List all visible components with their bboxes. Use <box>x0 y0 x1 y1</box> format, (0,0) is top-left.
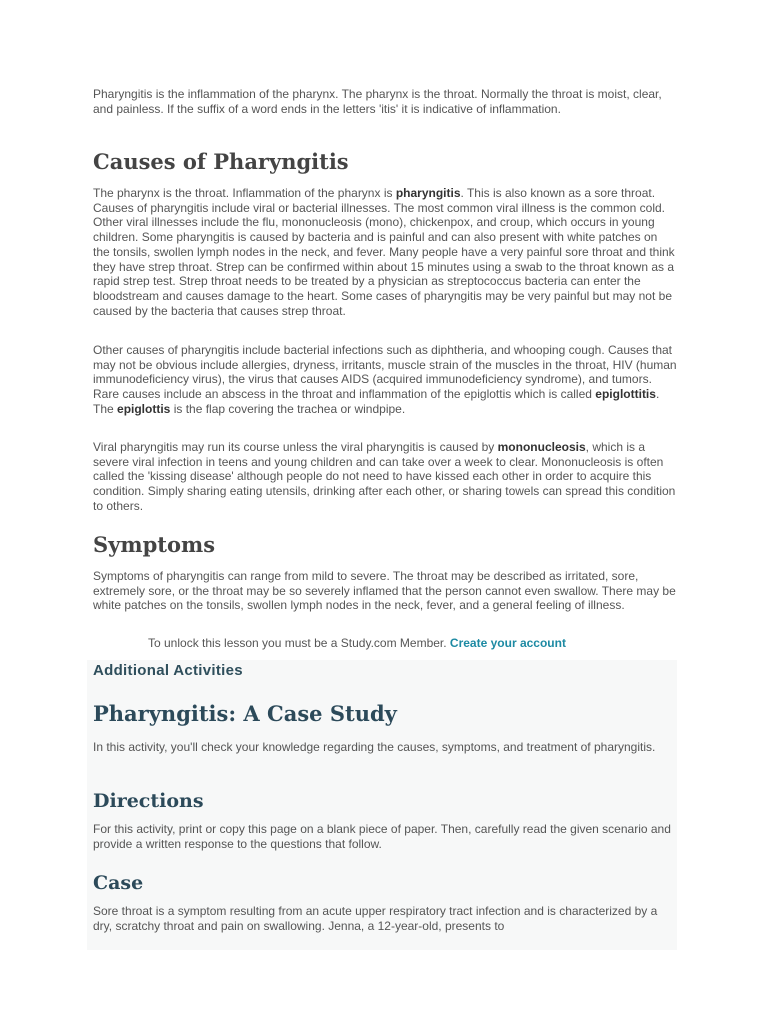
causes-paragraph-1: The pharynx is the throat. Inflammation of the pharynx is pharyngitis. This is also known as a sore throat. Causes of pharyngitis include viral or bacterial illnesses. The most common viral illness is the common cold. Other viral illnesses include the flu, mononucleosis (mono), chickenpox, and croup, which occurs in young children. Some pharyngitis is caused by bacteria and is painful and can also present with white patches on the tonsils, swollen lymph nodes in the neck, and fever. Many people have a very painful sore throat and think they have strep throat. Strep can be confirmed within about 15 minutes using a swab to the throat known as a rapid strep test. Strep throat needs to be treated by a physician as streptococcus bacteria can enter the bloodstream and causes damage to the heart. Some cases of pharyngitis may be very painful but may not be caused by the bacteria that causes strep throat. <box>93 186 675 318</box>
term-epiglottitis: epiglottitis <box>595 387 656 402</box>
directions-heading: Directions <box>93 790 204 812</box>
symptoms-heading: Symptoms <box>93 532 216 557</box>
term-mononucleosis: mononucleosis <box>497 440 586 454</box>
additional-activities-label: Additional Activities <box>93 662 243 679</box>
causes-heading: Causes of Pharyngitis <box>93 149 349 174</box>
case-heading: Case <box>93 872 144 894</box>
term-epiglottis: epiglottis <box>117 401 171 416</box>
create-account-link[interactable]: Create your account <box>449 636 566 650</box>
directions-paragraph: For this activity, print or copy this page on a blank piece of paper. Then, carefully read the given scenario and provide a written response to the questions that follow. <box>93 822 671 851</box>
symptoms-paragraph: Symptoms of pharyngitis can range from mild to severe. The throat may be described as irritated, sore, extremely sore, or the throat may be so severely inflamed that the person cannot even swallow. There may be white patches on the tonsils, swollen lymph nodes in the neck, fever, and a general feeling of illness. <box>93 569 676 613</box>
term-pharyngitis: pharyngitis <box>395 186 461 200</box>
case-paragraph: Sore throat is a symptom resulting from an acute upper respiratory tract infection and is characterized by a dry, scratchy throat and pain on swallowing. Jenna, a 12-year-old, presents to <box>93 904 658 933</box>
case-study-title: Pharyngitis: A Case Study <box>93 701 397 726</box>
causes-paragraph-3: Viral pharyngitis may run its course unless the viral pharyngitis is caused by mononucleosis, which is a severe viral infection in teens and young children and can take over a week to clear. Mononucleosis is often called the 'kissing disease' although people do not need to have kissed each other in order to acquire this condition. Simply sharing eating utensils, drinking after each other, or sharing towels can spread this condition to others. <box>93 440 676 513</box>
intro-paragraph: Pharyngitis is the inflammation of the pharynx. The pharynx is the throat. Normally the throat is moist, clear, and painless. If the suffix of a word ends in the letters 'itis' it is indicative of inflammation. <box>93 87 662 116</box>
unlock-notice: To unlock this lesson you must be a Study.com Member. Create your account <box>148 636 566 650</box>
case-study-intro: In this activity, you'll check your knowledge regarding the causes, symptoms, and treatment of pharyngitis. <box>93 740 656 754</box>
causes-paragraph-2: Other causes of pharyngitis include bacterial infections such as diphtheria, and whooping cough. Causes that may not be obvious include allergies, dryness, irritants, muscle strain of the muscles in the throat, HIV (human immunodeficiency virus), the virus that causes AIDS (acquired immunodeficiency syndrome), and tumors. Rare causes include an abscess in the throat and inflammation of the epiglottis which is called epiglottitis. The epiglottis is the flap covering the trachea or windpipe. <box>93 343 677 416</box>
